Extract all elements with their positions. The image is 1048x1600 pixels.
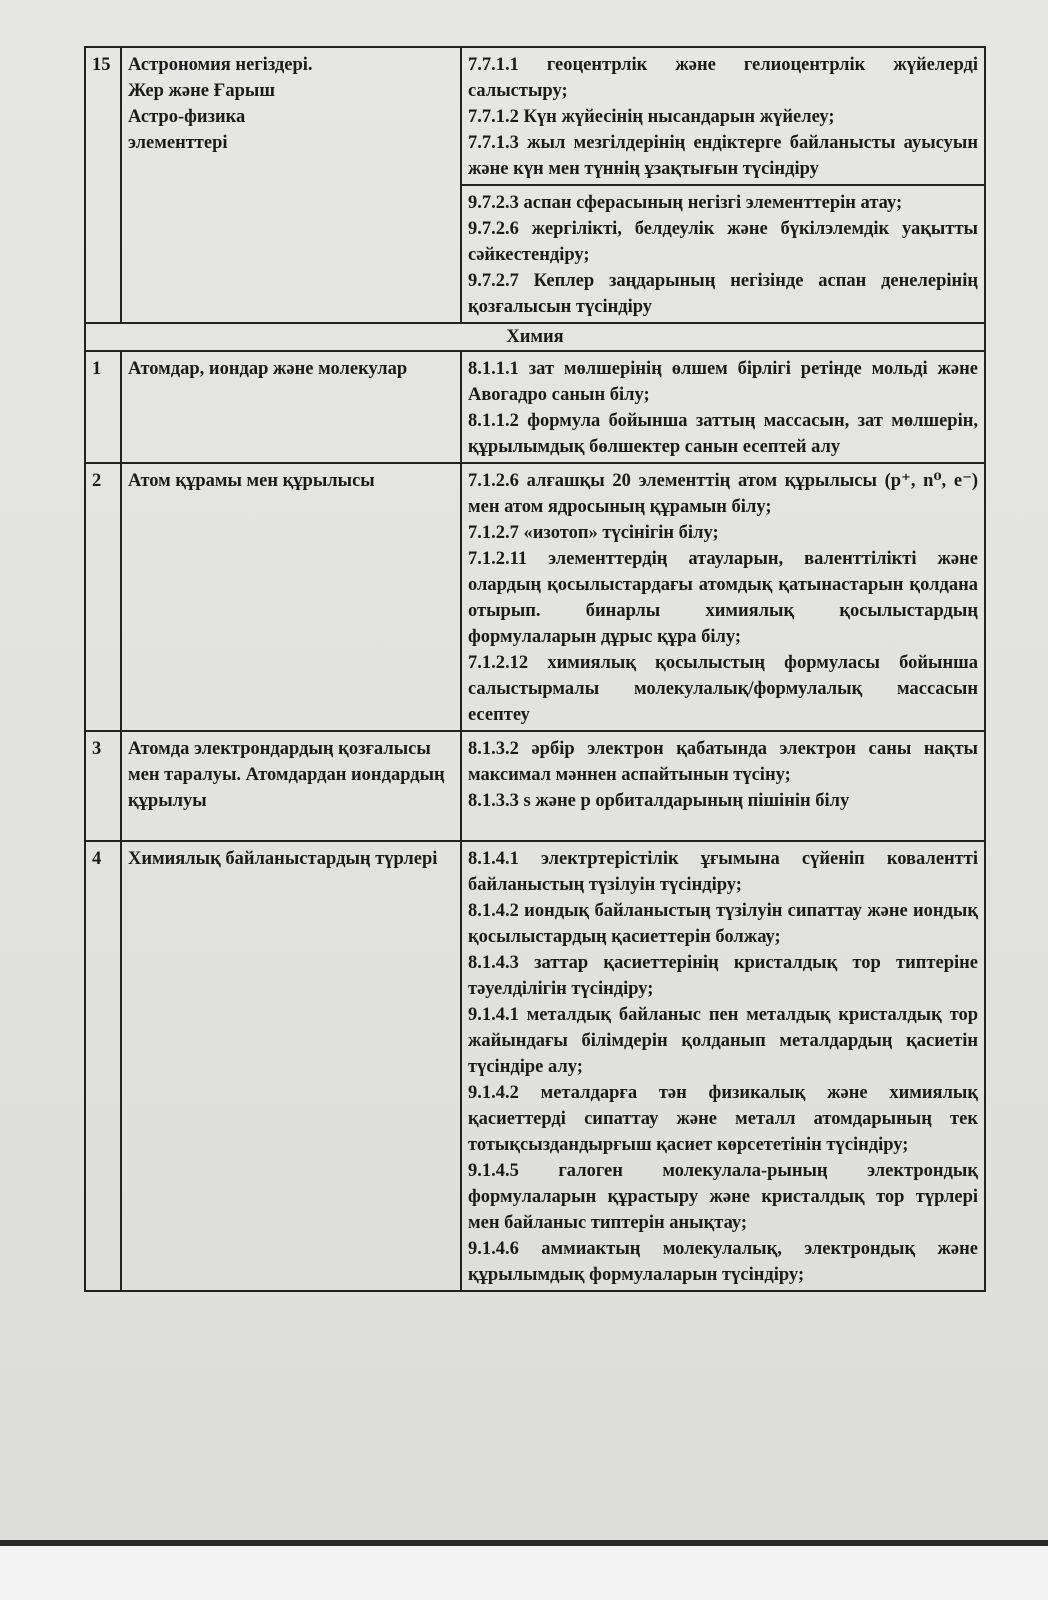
- objective-item: 9.7.2.3 аспан сферасының негізгі элементтерін атау;: [468, 193, 903, 213]
- curriculum-table: [84, 46, 986, 1292]
- table-row: [85, 351, 985, 463]
- objectives-cell: [461, 47, 985, 185]
- row-number: 3: [85, 731, 121, 841]
- objective-item: 7.7.1.2 Күн жүйесінің нысандарын жүйелеу;: [468, 107, 835, 127]
- objective-item: 7.7.1.1 геоцентрлік және гелиоцентрлік жүйелерді салыстыру;: [468, 55, 978, 101]
- topic-line: Жер және Ғарыш: [128, 81, 275, 101]
- table-row: [85, 841, 985, 1291]
- objective-item: 8.1.4.1 электртерістілік ұғымына сүйеніп ковалентті байланыстың түзілуін түсіндіру;: [468, 849, 978, 895]
- objectives-cell: [461, 841, 985, 1291]
- objective-item: 7.1.2.12 химиялық қосылыстың формуласы бойынша салыстырмалы молекулалық/формулалық массасын есептеу: [468, 653, 978, 725]
- row-number: 15: [85, 47, 121, 323]
- objective-item: 8.1.4.3 заттар қасиеттерінің кристалдық тор типтеріне тәуелділігін түсіндіру;: [468, 953, 978, 999]
- objective-item: 7.1.2.6 алғашқы 20 элементтің атом құрылысы (p⁺, n⁰, e⁻) мен атом ядросының құрамын білу;: [468, 471, 978, 517]
- objective-item: 8.1.4.2 иондық байланыстың түзілуін сипаттау және иондық қосылыстардың қасиеттерін болжау;: [468, 901, 978, 947]
- objective-item: 8.1.3.2 әрбір электрон қабатында электрон саны нақты максимал мәннен аспайтынын түсіну;: [468, 739, 978, 785]
- objective-item: 9.1.4.1 металдық байланыс пен металдық кристалдық тор жайындағы білімдерін қолданып металдардың қасиетін түсіндіре алу;: [468, 1005, 978, 1077]
- topic-cell: Атомда электрондардың қозғалысы мен таралуы. Атомдардан иондардың құрылуы: [121, 731, 461, 841]
- section-heading-chemistry: Химия: [85, 323, 985, 351]
- objective-item: 8.1.1.2 формула бойынша заттың массасын, зат мөлшерін, құрылымдық бөлшектер санын есептей алу: [468, 411, 978, 457]
- objectives-cell: [461, 185, 985, 323]
- row-number: 1: [85, 351, 121, 463]
- table-row: [85, 731, 985, 841]
- row-number: 2: [85, 463, 121, 731]
- topic-cell: Атомдар, иондар және молекулар: [121, 351, 461, 463]
- topic-cell: [121, 47, 461, 323]
- table-row: [85, 463, 985, 731]
- table-row: [85, 47, 985, 185]
- objective-item: 7.1.2.7 «изотоп» түсінігін білу;: [468, 523, 719, 543]
- objective-item: 9.1.4.2 металдарға тән физикалық және химиялық қасиеттерді сипаттау және металл атомдарының тек тотықсыздандырғыш қасиет көрсететінін түсіндіру;: [468, 1083, 978, 1155]
- topic-line: элементтері: [128, 133, 228, 153]
- objective-item: 9.1.4.5 галоген молекулала-рының электрондық формулаларын құрастыру және кристалдық тор түрлері мен байланыс типтерін анықтау;: [468, 1161, 978, 1233]
- objectives-cell: [461, 731, 985, 841]
- objectives-cell: [461, 351, 985, 463]
- objective-item: 9.1.4.6 аммиактың молекулалық, электрондық және құрылымдық формулаларын түсіндіру;: [468, 1239, 978, 1285]
- topic-line: Астрономия негіздері.: [128, 55, 313, 75]
- desk-surface: [0, 1546, 1048, 1600]
- objective-item: 7.7.1.3 жыл мезгілдерінің ендіктерге байланысты ауысуын және күн мен түннің ұзақтығын түсіндіру: [468, 133, 978, 179]
- objective-item: 9.7.2.6 жергілікті, белдеулік және бүкілэлемдік уақытты сәйкестендіру;: [468, 219, 978, 265]
- section-row: [85, 323, 985, 351]
- objectives-cell: [461, 463, 985, 731]
- topic-line: Астро-физика: [128, 107, 246, 127]
- topic-cell: Атом құрамы мен құрылысы: [121, 463, 461, 731]
- row-number: 4: [85, 841, 121, 1291]
- objective-item: 8.1.3.3 s және p орбиталдарының пішінін білу: [468, 791, 850, 811]
- objective-item: 9.7.2.7 Кеплер заңдарының негізінде аспан денелерінің қозғалысын түсіндіру: [468, 271, 978, 317]
- topic-cell: Химиялық байланыстардың түрлері: [121, 841, 461, 1291]
- objective-item: 8.1.1.1 зат мөлшерінің өлшем бірлігі ретінде мольді және Авогадро санын білу;: [468, 359, 978, 405]
- objective-item: 7.1.2.11 элементтердің атауларын, валенттілікті және олардың қосылыстардағы атомдық қатынастарын қолдана отырып. бинарлы химиялық қосылыстардың формулаларын дұрыс құра білу;: [468, 549, 978, 647]
